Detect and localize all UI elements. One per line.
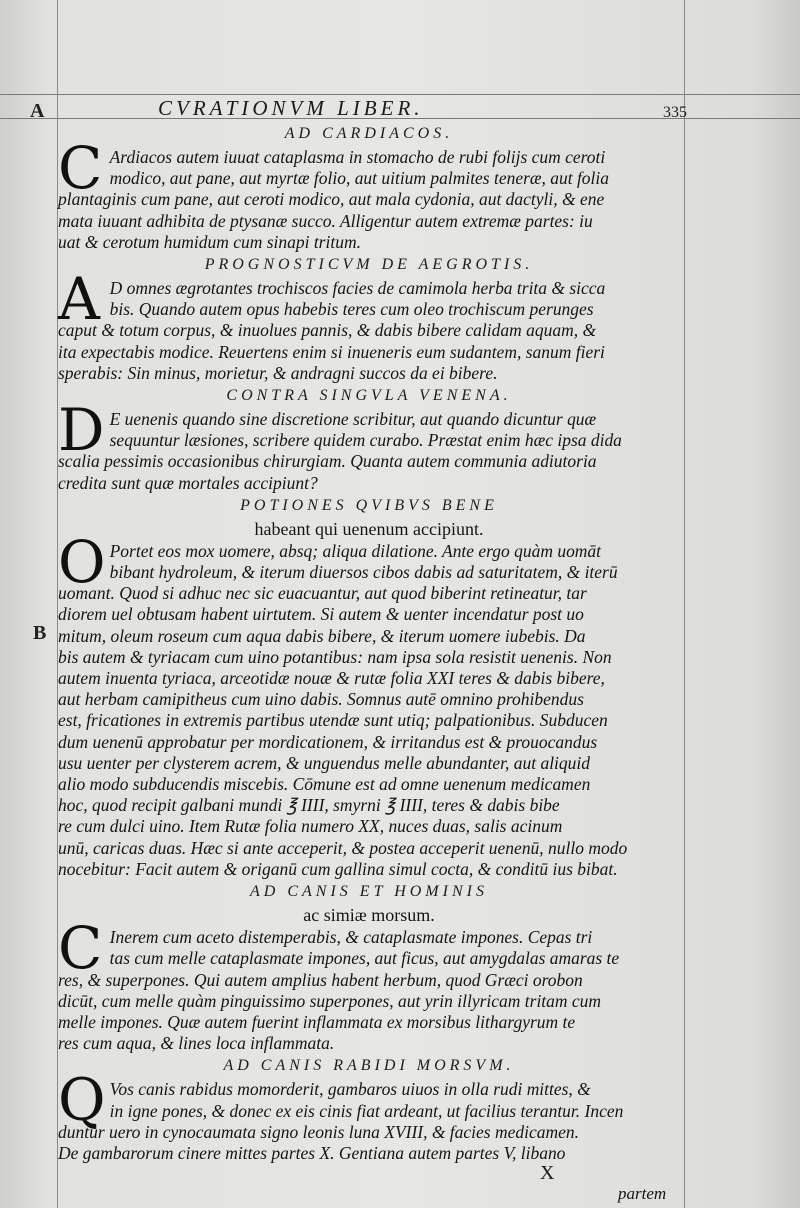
- drop-cap-initial: Q: [58, 1066, 106, 1135]
- text-line: E uenenis quando sine discretione scribitur, aut quando dicuntur quæ: [109, 409, 597, 430]
- text-line: ita expectabis modice. Reuertens enim si inueneris eum sudantem, sanum fieri: [58, 341, 605, 362]
- catchword: partem: [618, 1184, 667, 1203]
- margin-rule-right: [684, 0, 685, 1208]
- text-line: est, fricationes in extremis partibus utendæ sunt utiq; palpationibus. Subducen: [58, 710, 608, 731]
- text-line: melle impones. Quæ autem fuerint inflammata ex morsibus lithargyrum te: [58, 1011, 576, 1032]
- text-line: Inerem cum aceto distemperabis, & cataplasmate impones. Cepas tri: [109, 927, 593, 948]
- section-heading: CONTRA SINGVLA VENENA.: [226, 387, 512, 405]
- text-line: tas cum melle cataplasmate impones, aut ficus, aut amygdalas amaras te: [109, 948, 620, 969]
- section-heading: AD CARDIACOS.: [284, 125, 454, 142]
- drop-cap-initial: O: [58, 527, 106, 596]
- text-line: hoc, quod recipit galbani mundi ℥ IIII, smyrni ℥ IIII, teres & dabis bibe: [58, 795, 560, 816]
- section-heading: POTIONES QVIBVS BENE: [240, 496, 498, 514]
- text-line: usu uenter per clysterem acrem, & unguendus melle abundanter, aut aliquid: [58, 752, 591, 773]
- running-head-title: CVRATIONVM LIBER.: [158, 96, 424, 120]
- text-line: uat & cerotum humidum cum sinapi tritum.: [58, 231, 361, 252]
- section-subheading: habeant qui uenenum accipiunt.: [254, 518, 484, 539]
- text-line: Ardiacos autem iuuat cataplasma in stomacho de rubi folijs cum ceroti: [109, 147, 606, 167]
- text-line: aut herbam camipitheus cum uino dabis. Somnus autē omnino prohibendus: [58, 689, 584, 710]
- text-line: res, & superpones. Qui autem amplius habent herbum, quod Græci orobon: [58, 969, 583, 990]
- section-heading: PROGNOSTICVM DE AEGROTIS.: [204, 256, 534, 274]
- margin-letter-b: B: [33, 622, 47, 644]
- text-line: diorem uel obtusam habent uirtutem. Si autem & uenter incendatur post uo: [58, 604, 584, 625]
- header-rule: [0, 94, 800, 95]
- text-line: mata iuuant adhibita de ptysanæ succo. Alligentur autem extremæ partes: iu: [58, 210, 593, 231]
- text-line: De gambarorum cinere mittes partes X. Gentiana autem partes V, libano: [58, 1142, 566, 1163]
- text-line: uomant. Quod si adhuc nec sic euacuantur, aut quod biberint retineatur, tar: [58, 583, 587, 604]
- drop-cap-initial: A: [58, 265, 100, 334]
- section-heading: AD CANIS RABIDI MORSVM.: [223, 1057, 515, 1075]
- text-line: Vos canis rabidus momorderit, gambaros uiuos in olla rudi mittes, &: [109, 1079, 591, 1100]
- section-heading: AD CANIS ET HOMINIS: [250, 883, 488, 901]
- text-line: unū, caricas duas. Hæc si ante acceperit, & postea acceperit uenenū, nullo modo: [58, 837, 628, 858]
- text-line: res cum aqua, & lines loca inflammata.: [58, 1033, 335, 1054]
- margin-letter-a: A: [30, 100, 45, 122]
- text-line: duntur uero in cynocaumata signo leonis luna XVIII, & facies medicamen.: [58, 1121, 579, 1142]
- drop-cap-initial: C: [58, 914, 103, 983]
- drop-cap-initial: C: [58, 134, 103, 202]
- text-line: bis. Quando autem opus habebis teres cum oleo trochiscum perunges: [109, 299, 594, 320]
- text-line: bis autem & tyriacam cum uino potantibus: nam ipsa sola resistit uenenis. Non: [58, 646, 612, 667]
- text-line: nocebitur: Facit autem & origanū cum gallina simul cocta, & conditū ius bibat.: [58, 858, 618, 879]
- text-line: dum uenenū approbatur per mordicationem, & irritandus est & prouocandus: [58, 731, 598, 752]
- text-line: D omnes ægrotantes trochiscos facies de camimola herba trita & sicca: [109, 278, 606, 299]
- text-line: caput & totum corpus, & inuolues pannis, & dabis bibere calidam aquam, &: [58, 320, 597, 341]
- text-line: sequuntur læsiones, scribere quidem curabo. Præstat enim hæc ipsa dida: [109, 430, 622, 451]
- section-subheading: ac simiæ morsum.: [303, 905, 435, 926]
- text-line: plantaginis cum pane, aut ceroti modico, aut mala cydonia, aut dactyli, & ene: [58, 189, 605, 210]
- text-line: scalia pessimis occasionibus chirurgiam. Quanta autem communia adiutoria: [58, 451, 597, 472]
- text-line: re cum dulci uino. Item Rutæ folia numero XX, nuces duas, salis acinum: [58, 816, 563, 837]
- page-number: 335: [663, 104, 687, 121]
- signature-mark: X: [540, 1162, 555, 1184]
- text-line: autem inuenta tyriaca, arceotidæ nouæ & rutæ folia XXI teres & dabis bibere,: [58, 668, 605, 689]
- text-line: credita sunt quæ mortales accipiunt?: [58, 472, 318, 493]
- text-line: sperabis: Sin minus, morietur, & andragni succos da ei bibere.: [58, 362, 498, 383]
- paragraph: [58, 134, 680, 253]
- text-line: in igne pones, & donec ex eis cinis fiat ardeant, ut facilius terantur. Incen: [109, 1100, 624, 1121]
- text-line: dicūt, cum melle quàm pinguissimo superpones, aut yrin illyricam tritam cum: [58, 990, 602, 1011]
- text-line: Portet eos mox uomere, absq; aliqua dilatione. Ante ergo quàm uomāt: [109, 540, 602, 561]
- text-line: mitum, oleum roseum cum aqua dabis bibere, & iterum uomere iubebis. Da: [58, 625, 586, 646]
- text-line: modico, aut pane, aut myrtæ folio, aut uitium palmites teneræ, aut folia: [109, 168, 609, 189]
- text-line: bibant hydroleum, & iterum diuersos cibos dabis ad saturitatem, & iterū: [109, 562, 618, 583]
- drop-cap-initial: D: [58, 396, 105, 465]
- main-text-block: [58, 122, 680, 1166]
- text-line: alio modo subducendis miscebis. Cōmune est ad omne uenenum medicamen: [58, 774, 591, 795]
